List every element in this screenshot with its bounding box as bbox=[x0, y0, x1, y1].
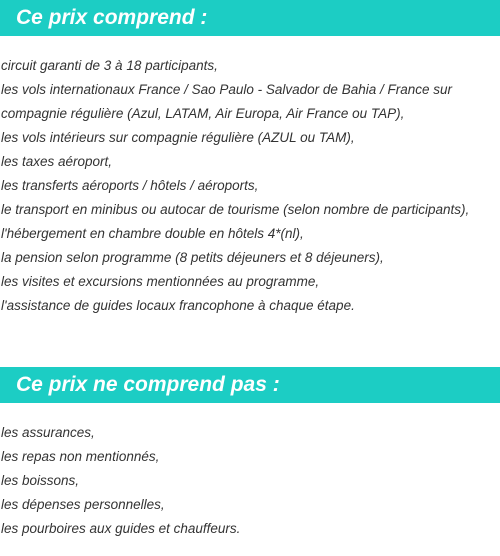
list-item: les pourboires aux guides et chauffeurs. bbox=[1, 521, 241, 536]
price-includes-title: Ce prix comprend : bbox=[16, 6, 208, 29]
list-item: les assurances, bbox=[1, 425, 95, 440]
price-excludes-title: Ce prix ne comprend pas : bbox=[16, 373, 280, 396]
price-includes-list bbox=[1, 54, 499, 318]
list-item: les repas non mentionnés, bbox=[1, 449, 160, 464]
list-item: circuit garanti de 3 à 18 participants, bbox=[1, 58, 218, 73]
list-item: les transferts aéroports / hôtels / aéroports, bbox=[1, 178, 259, 193]
list-item: le transport en minibus ou autocar de tourisme (selon nombre de participants), bbox=[1, 202, 470, 217]
list-item: les vols internationaux France / Sao Paulo - Salvador de Bahia / France sur compagnie régulière (Azul, LATAM, Air Europa, Air France ou TAP), bbox=[1, 82, 452, 121]
list-item: l'hébergement en chambre double en hôtels 4*(nl), bbox=[1, 226, 304, 241]
list-item: les visites et excursions mentionnées au programme, bbox=[1, 274, 320, 289]
price-excludes-header bbox=[0, 367, 500, 403]
list-item: les vols intérieurs sur compagnie régulière (AZUL ou TAM), bbox=[1, 130, 355, 145]
price-excludes-list bbox=[1, 421, 499, 541]
list-item: l'assistance de guides locaux francophone à chaque étape. bbox=[1, 298, 355, 313]
list-item: la pension selon programme (8 petits déjeuners et 8 déjeuners), bbox=[1, 250, 384, 265]
list-item: les dépenses personnelles, bbox=[1, 497, 165, 512]
price-includes-header bbox=[0, 0, 500, 36]
list-item: les boissons, bbox=[1, 473, 80, 488]
list-item: les taxes aéroport, bbox=[1, 154, 113, 169]
